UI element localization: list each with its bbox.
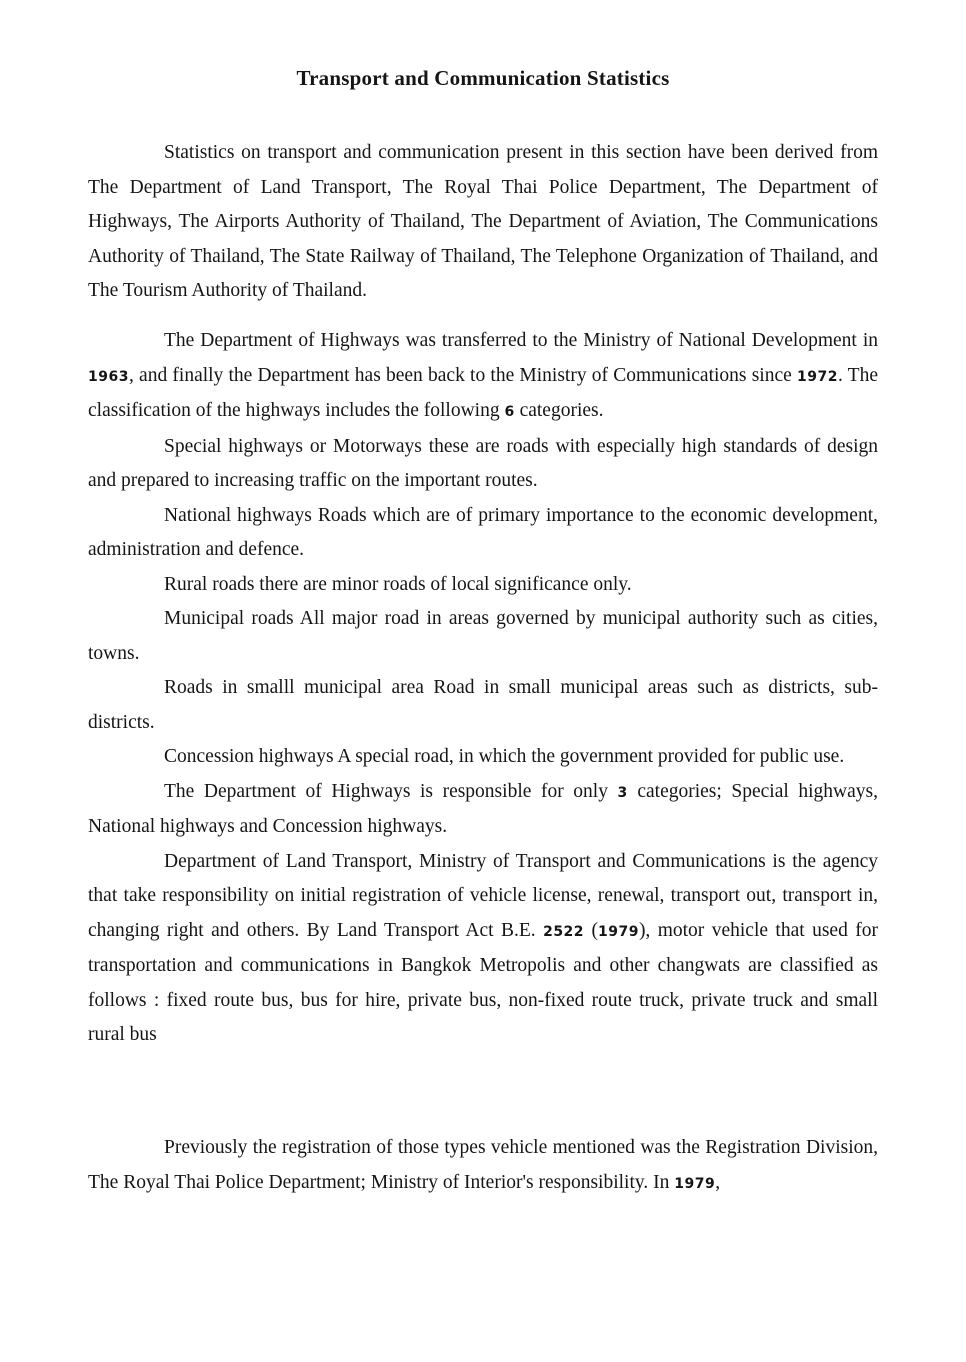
special-highways-paragraph: Special highways or Motorways these are roads with especially high standards of design and prepared to increasing traffic on the important routes. — [88, 435, 878, 491]
registration-history-paragraph — [88, 1131, 878, 1201]
text-span: , — [715, 1171, 721, 1193]
rural-roads-paragraph: Rural roads there are minor roads of local significance only. — [164, 573, 632, 595]
text-span: ), motor vehicle that used for transportation and communications in Bangkok Metropolis and other changwats are classified as follows : fixed route bus, bus for hire, private bus, non-fixed route truck, private truck and small rural bus — [88, 919, 878, 1045]
land-transport-paragraph — [88, 845, 878, 1053]
highways-section — [88, 324, 878, 1053]
year-number: 1979 — [597, 923, 639, 940]
national-highways-paragraph: National highways Roads which are of primary importance to the economic development, administration and defence. — [88, 504, 878, 560]
text-span: Department of Land Transport, Ministry of Transport and Communications is the agency that take responsibility on initial registration of vehicle license, renewal, transport out, transport in, changing right and others. By Land Transport Act B.E. — [88, 850, 878, 941]
municipal-roads-paragraph: Municipal roads All major road in areas governed by municipal authority such as cities, towns. — [88, 608, 878, 664]
highways-transfer-paragraph — [88, 324, 878, 430]
text-span: categories; Special highways, National highways and Concession highways. — [88, 780, 878, 837]
year-number: 2522 — [543, 923, 585, 940]
category-count: 3 — [617, 784, 628, 801]
concession-highways-paragraph: Concession highways A special road, in which the government provided for public use. — [164, 746, 845, 767]
year-number: 1972 — [796, 368, 838, 385]
year-number: 1963 — [88, 368, 129, 385]
text-span: , and finally the Department has been back to the Ministry of Communications since — [128, 364, 797, 386]
text-span: . The classification of the highways includes the following — [88, 364, 878, 421]
page-title: Transport and Communication Statistics — [296, 66, 670, 90]
category-count: 6 — [504, 404, 515, 420]
text-span: categories. — [514, 400, 604, 421]
text-span: The Department of Highways is responsible for only — [164, 780, 618, 802]
text-span: The Department of Highways was transferred to the Ministry of National Development in — [164, 330, 878, 351]
intro-paragraph: Statistics on transport and communication present in this section have been derived from The Department of Land Transport, The Royal Thai Police Department, The Department of Highways, The Airports Authority of Thailand, The Department of Aviation, The Communications Authority of Thailand, The State Railway of Thailand, The Telephone Organization of Thailand, and The Tourism Authority of Thailand. — [88, 142, 878, 301]
small-municipal-paragraph: Roads in smalll municipal area Road in small municipal areas such as districts, sub-districts. — [88, 677, 878, 733]
text-span: ( — [584, 919, 598, 941]
responsibility-paragraph — [88, 775, 878, 845]
year-number: 1979 — [674, 1175, 716, 1192]
text-span: Previously the registration of those types vehicle mentioned was the Registration Division, The Royal Thai Police Department; Ministry of Interior's responsibility. In — [88, 1137, 878, 1193]
intro-section — [88, 136, 878, 309]
registration-section — [88, 1131, 878, 1201]
